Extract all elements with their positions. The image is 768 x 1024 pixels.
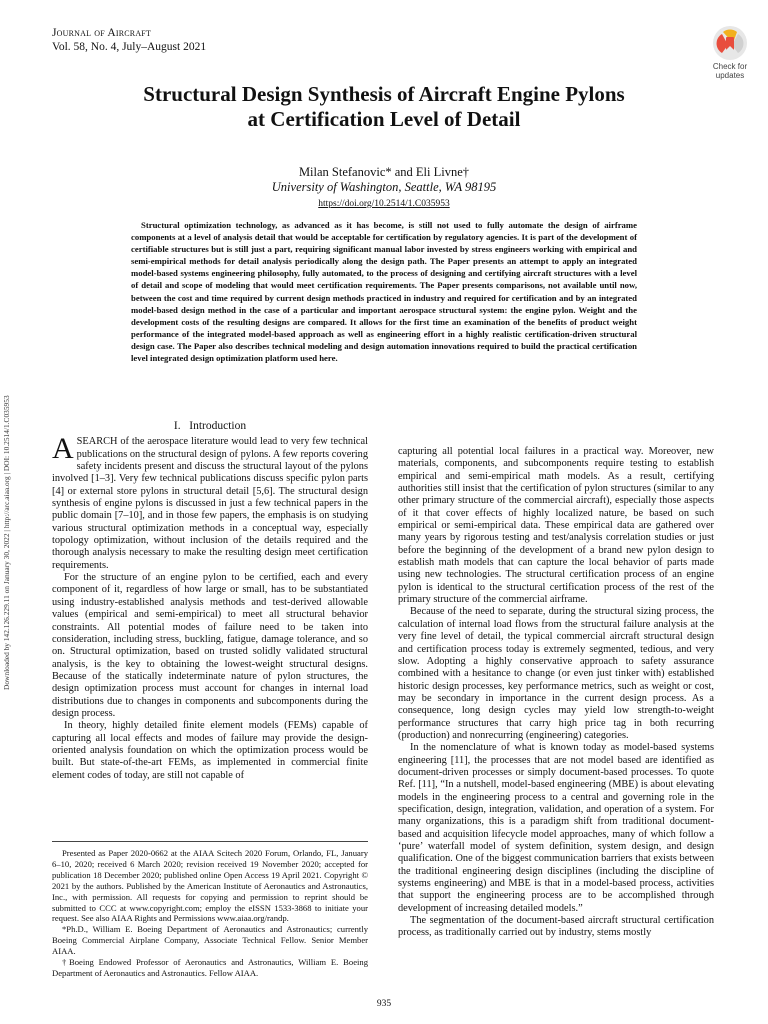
check-updates-icon <box>713 26 747 60</box>
paragraph: Because of the need to separate, during the structural sizing process, the calculation of internal load flows from the structural failure analysis at the very fine level of detail, the typical commercial aircraft structural design and certification process today is extremely segmented, tedious, and very slow. Adopting a highly conservative approach to safety assurance combined with a hesitance to change (or even just tinker with) established historic design processes, key performance metrics, such as weight or cost, may be secondary in importance in the current design process. As a consequence, long design cycles may yield low strength-to-weight performance structures that carry high price tag in both recurring (production) and nonrecurring (engineering) categories. <box>398 606 714 741</box>
journal-name: Journal of Aircraft <box>52 27 152 39</box>
footnote: Presented as Paper 2020-0662 at the AIAA Scitech 2020 Forum, Orlando, FL, January 6–10, 2020; received 6 March 2020; revision received 19 November 2020; accepted for publication 18 December 2020; published online Open Access 19 April 2021. Copyright © 2021 by the authors. Published by the American Institute of Aeronautics and Astronautics, Inc., with permission. All requests for copying and permission to reprint should be submitted to CCC at www.copyright.com; employ the eISSN 1533-3868 to initiate your request. See also AIAA Rights and Permissions www.aiaa.org/randp. <box>52 848 368 924</box>
check-for-updates-badge[interactable] <box>700 26 760 84</box>
paragraph: ASEARCH of the aerospace literature would lead to very few technical publications on the structural design of pylons. A few reports covering safety incidents present and discuss the structural layout of the pylons involved [1–3]. Very few technical publications discuss specific pylon parts [4] or external store pylons in structural detail [5,6]. The structural design synthesis of engine pylons is discussed in just a few technical papers in the public domain [7–10], and in those few papers, the emphasis is on studying various structural optimization methods in a conceptual way, especially topology optimization, without inclusion of the details required and the thorough analysis necessary to make the resulting design meet certification requirements. <box>52 432 368 571</box>
paragraph: capturing all potential local failures in a practical way. Moreover, new materials, components, and subcomponents require testing to establish empirical and semi-empirical math models. As a result, certifying authorities still insist that the certification of pylon structures (similar to any other primary structure of the commercial aircraft), especially those aspects of it that cover effects of highly localized nature, be based on such empirical or semi-empirical data. These empirical data are gathered over many years by rigorous testing and test/analysis correlation studies or just before the beginning of the development of a brand new pylon design to establish math models that can capture the local behavior of parts made using new technologies. The structural certification process of an engine pylon is identical to the structural certification process of the rest of the primary structure of the commercial airframe. <box>398 446 714 606</box>
journal-issue: Vol. 58, No. 4, July–August 2021 <box>52 41 207 53</box>
paragraph: In the nomenclature of what is known today as model-based systems engineering [11], the processes that are not model based are identified as document-driven processes or simply document-based processes. To quote Ref. [11], “In a nutshell, model-based engineering (MBE) is about elevating models in the engineering process to a central and governing role in the specification, design, integration, validation, and operation of a system. For many organizations, this is a paradigm shift from traditional document-based and acquisition lifecycle model approaches, many of which follow a ‘pure’ waterfall model of system definition, system design, and design qualification. One of the biggest communication barriers that exists between the traditional engineering design disciplines (including the discipline of systems engineering) and MBE is that in a model-based process, activities that support the engineering process are to be accomplished through development of increasing detailed models.” <box>398 742 714 914</box>
badge-label: Check for updates <box>712 62 748 80</box>
paragraph: For the structure of an engine pylon to be certified, each and every component of it, regardless of how large or small, has to be substantiated using industry-established analysis methods and test-derived allowable values (empirical and semi-empirical) to meet all structural behavior constraints. All potential modes of failure need to be taken into consideration, including stress, buckling, fatigue, damage tolerance, and so on. Structural optimization, based on trusted solidly validated structural analysis, is the key to obtaining the lowest-weight structural designs. Because of the statically indeterminate nature of pylon structures, the design optimization process must account for changes in internal load distributions due to changes in components and subcomponents during the design process. <box>52 572 368 719</box>
authors: Milan Stefanovic* and Eli Livne† <box>298 165 470 179</box>
doi-link[interactable]: https://doi.org/10.2514/1.C035953 <box>318 199 450 209</box>
abstract: Structural optimization technology, as advanced as it has become, is still not used to fully automate the design of airframe components at a level of analysis detail that would be acceptable for certification by regulatory agencies. It is part of the development of certifiable structures but is still just a part, requiring significant manual labor invested by stress engineers working with empirical and semi-empirical methods for detail analysis periodically along the design path. The Paper presents an attempt to apply an integrated model-based systems engineering philosophy, fully automated, to the process of designing and certifying aircraft structures with a level of detail and scope of modeling that would meet certification requirements. The Paper presents comparisons, not available until now, between the cost and time required by current design methods practiced in industry and required for certification and by an integrated model-based design method in the case of a particular and important aerospace structural system: the engine pylon. Weight and the development costs of the resulting designs are compared. It allows for the first time an examination of the benefits of product weight performance of the integrated model-based approach as well as engineering effort in a highly realistic certification-driven structural design case. The Paper also describes technical modeling and design automation innovations required to build the practical certification level integrated design optimization platform used here. <box>131 220 637 364</box>
paragraph: The segmentation of the document-based aircraft structural certification process, as traditionally carried out by industry, stems mostly <box>398 915 714 939</box>
footnote: *Ph.D., William E. Boeing Department of Aeronautics and Astronautics; currently Boeing Commercial Airplane Company, Associate Technical Fellow. Senior Member AIAA. <box>52 924 368 957</box>
journal-header <box>52 26 206 54</box>
paper-title: Structural Design Synthesis of Aircraft Engine Pylons at Certification Level of Detail <box>143 82 625 131</box>
section-heading: I. Introduction <box>173 420 247 432</box>
footnotes <box>52 841 368 979</box>
drop-cap: A <box>52 432 74 466</box>
left-column <box>52 420 368 782</box>
affiliation: University of Washington, Seattle, WA 98195 <box>271 180 497 194</box>
page-number: 935 <box>376 999 392 1009</box>
download-stamp: Downloaded by 142.126.229.11 on January 30, 2022 | http://arc.aiaa.org | DOI: 10.2514/1.C035953 <box>2 395 11 690</box>
paragraph: In theory, highly detailed finite element models (FEMs) capable of capturing all local effects and modes of failure may provide the design-oriented analysis foundation on which the optimization process would be built. But state-of-the-art FEMs, as implemented in commercial finite element codes of today, are still not capable of <box>52 720 368 781</box>
footnote: †Boeing Endowed Professor of Aeronautics and Astronautics, William E. Boeing Department of Aeronautics and Astronautics. Fellow AIAA. <box>52 957 368 978</box>
right-column <box>398 446 714 940</box>
doi-link-wrap <box>80 199 688 209</box>
